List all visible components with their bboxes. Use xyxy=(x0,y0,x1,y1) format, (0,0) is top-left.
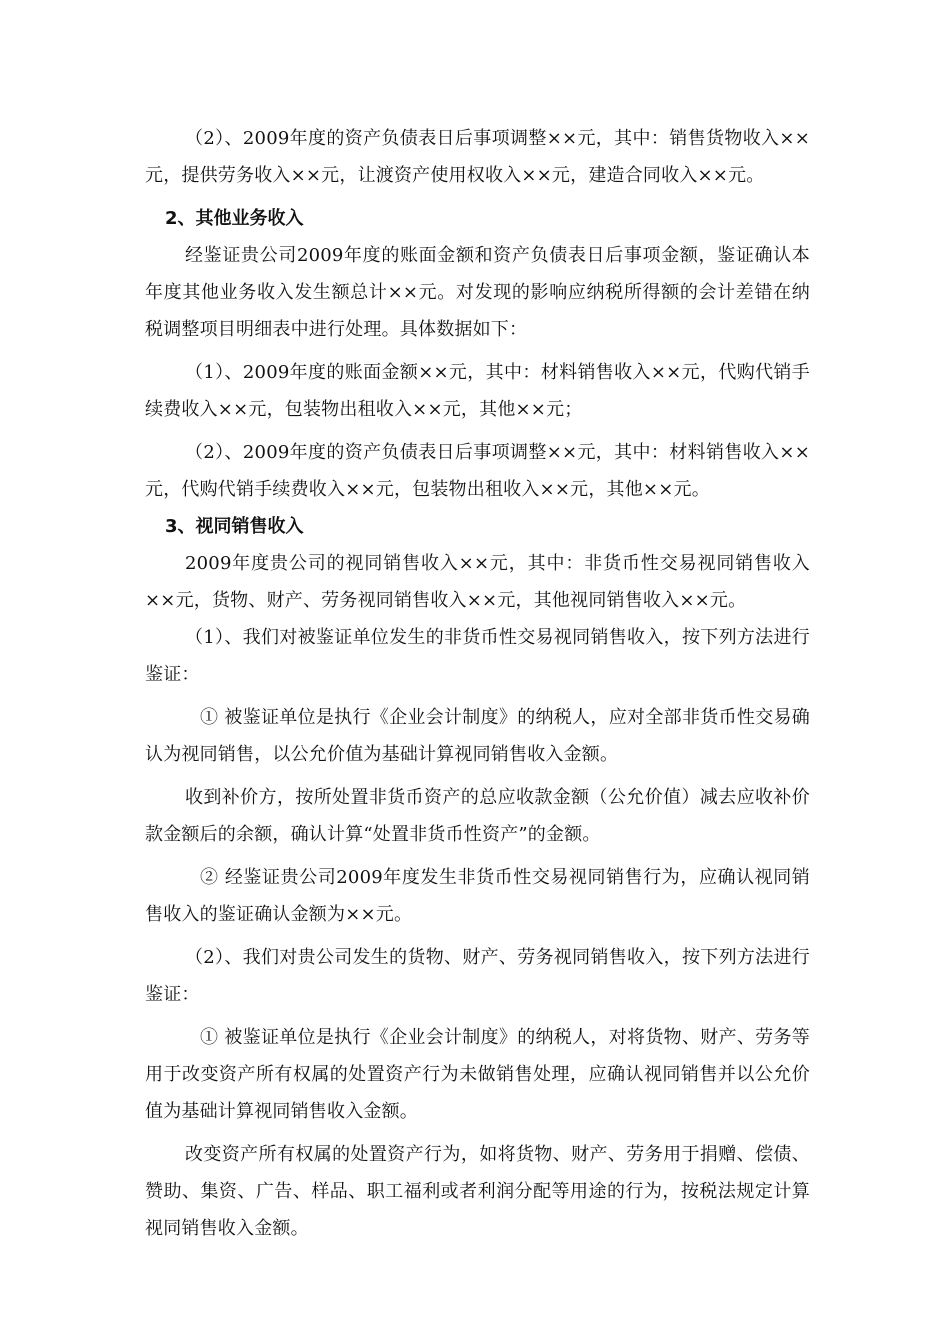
paragraph-goods-services-method: （2）、我们对贵公司发生的货物、财产、劳务视同销售收入，按下列方法进行鉴证： xyxy=(145,947,810,1005)
paragraph-ownership-change-disposal: 改变资产所有权属的处置资产行为，如将货物、财产、劳务用于捐赠、偿债、赞助、集资、广告、样品、职工福利或者利润分配等用途的行为，按税法规定计算视同销售收入金额。 xyxy=(145,1144,810,1239)
paragraph-prior-year-adjustment-sales: （2）、2009年度的资产负债表日后事项调整××元，其中：销售货物收入××元，提供劳务收入××元，让渡资产使用权收入××元，建造合同收入××元。 xyxy=(145,128,810,186)
paragraph-goods-services-item-1: ① 被鉴证单位是执行《企业会计制度》的纳税人，对将货物、财产、劳务等用于改变资产所有权属的处置资产行为未做销售处理，应确认视同销售并以公允价值为基础计算视同销售收入金额。 xyxy=(145,1027,810,1122)
paragraph-receiving-compensation: 收到补价方，按所处置非货币资产的总应收款金额（公允价值）减去应收补价款金额后的余额，确认计算“处置非货币性资产”的金额。 xyxy=(145,787,810,845)
paragraph-deemed-sales-summary: 2009年度贵公司的视同销售收入××元，其中：非货币性交易视同销售收入××元，货物、财产、劳务视同销售收入××元，其他视同销售收入××元。 xyxy=(145,553,810,611)
section-heading-deemed-sales-income: 3、视同销售收入 xyxy=(165,516,304,537)
paragraph-other-business-income-summary: 经鉴证贵公司2009年度的账面金额和资产负债表日后事项金额，鉴证确认本年度其他业务收入发生额总计××元。对发现的影响应纳税所得额的会计差错在纳税调整项目明细表中进行处理。具体数据如下： xyxy=(145,245,810,340)
paragraph-nonmonetary-item-1: ① 被鉴证单位是执行《企业会计制度》的纳税人，应对全部非货币性交易确认为视同销售，以公允价值为基础计算视同销售收入金额。 xyxy=(145,707,810,765)
paragraph-nonmonetary-item-2: ② 经鉴证贵公司2009年度发生非货币性交易视同销售行为，应确认视同销售收入的鉴证确认金额为××元。 xyxy=(145,867,810,925)
paragraph-book-amount-details: （1）、2009年度的账面金额××元，其中：材料销售收入××元，代购代销手续费收入××元，包装物出租收入××元，其他××元； xyxy=(145,362,810,420)
paragraph-adjustment-details: （2）、2009年度的资产负债表日后事项调整××元，其中：材料销售收入××元，代购代销手续费收入××元，包装物出租收入××元，其他××元。 xyxy=(145,442,810,500)
document-body xyxy=(145,120,810,1247)
section-heading-other-business-income: 2、其他业务收入 xyxy=(165,208,304,229)
paragraph-nonmonetary-method: （1）、我们对被鉴证单位发生的非货币性交易视同销售收入，按下列方法进行鉴证： xyxy=(145,627,810,685)
